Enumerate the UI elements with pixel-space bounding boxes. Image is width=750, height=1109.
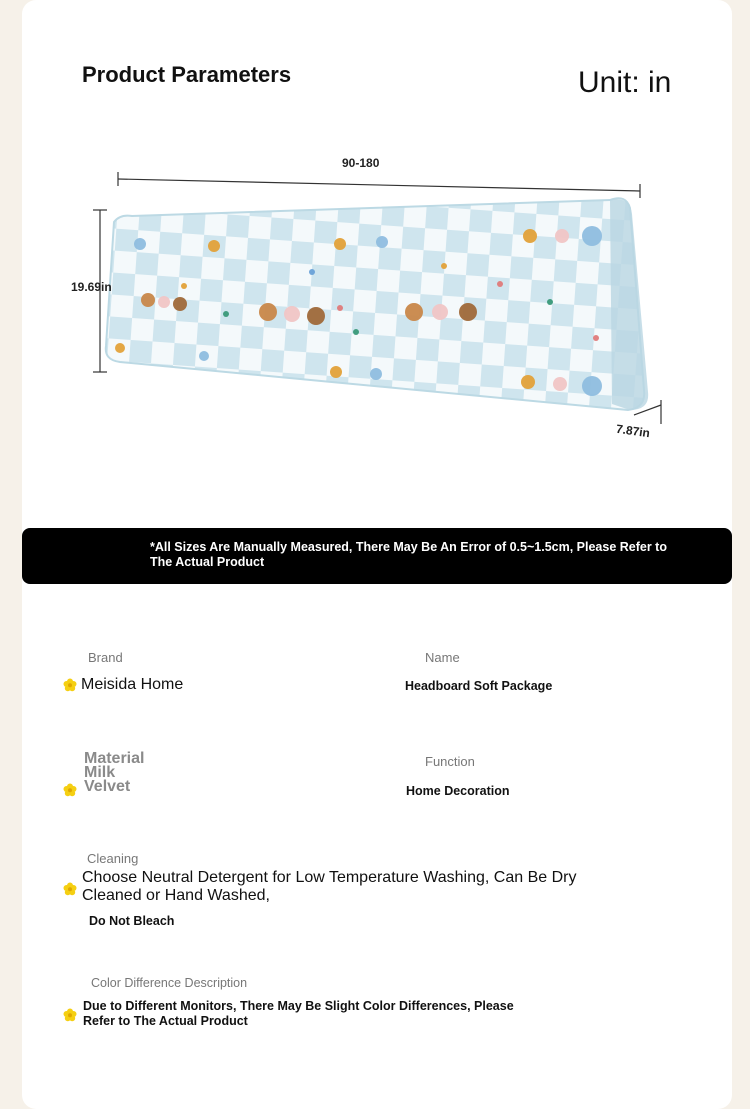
pillow-illustration — [0, 0, 750, 520]
cleaning-value: Choose Neutral Detergent for Low Temperature Washing, Can Be Dry Cleaned or Hand Washed, — [82, 869, 577, 904]
color-difference-label: Color Difference Description — [91, 976, 248, 990]
cleaning-note: Do Not Bleach — [89, 914, 175, 928]
function-value: Home Decoration — [406, 784, 510, 798]
height-label: 19.69in — [71, 280, 112, 294]
cleaning-label: Cleaning — [87, 851, 139, 866]
material-value-line1: Milk — [84, 764, 116, 781]
brand-value: Meisida Home — [81, 676, 184, 693]
flower-icon — [63, 783, 77, 797]
brand-label: Brand — [88, 650, 123, 665]
measurement-notice-bar — [22, 528, 732, 584]
function-label: Function — [425, 754, 475, 769]
unit-label: Unit: in — [578, 66, 672, 99]
measurement-notice-text: *All Sizes Are Manually Measured, There May Be An Error of 0.5~1.5cm, Please Refer to The Actual Product — [150, 540, 667, 569]
name-label: Name — [425, 650, 460, 665]
color-difference-value: Due to Different Monitors, There May Be Slight Color Differences, Please Refer to The Actual Product — [83, 999, 514, 1028]
material-block — [84, 752, 144, 794]
flower-icon — [63, 1008, 77, 1022]
name-value: Headboard Soft Package — [405, 679, 553, 693]
depth-label: 7.87in — [615, 421, 651, 441]
flower-icon — [63, 678, 77, 692]
length-label: 90-180 — [342, 156, 380, 170]
flower-icon — [63, 882, 77, 896]
length-dimension-line — [118, 172, 640, 198]
material-value-line2: Velvet — [84, 778, 131, 795]
page-title: Product Parameters — [82, 62, 292, 87]
material-label: Material — [84, 750, 145, 767]
